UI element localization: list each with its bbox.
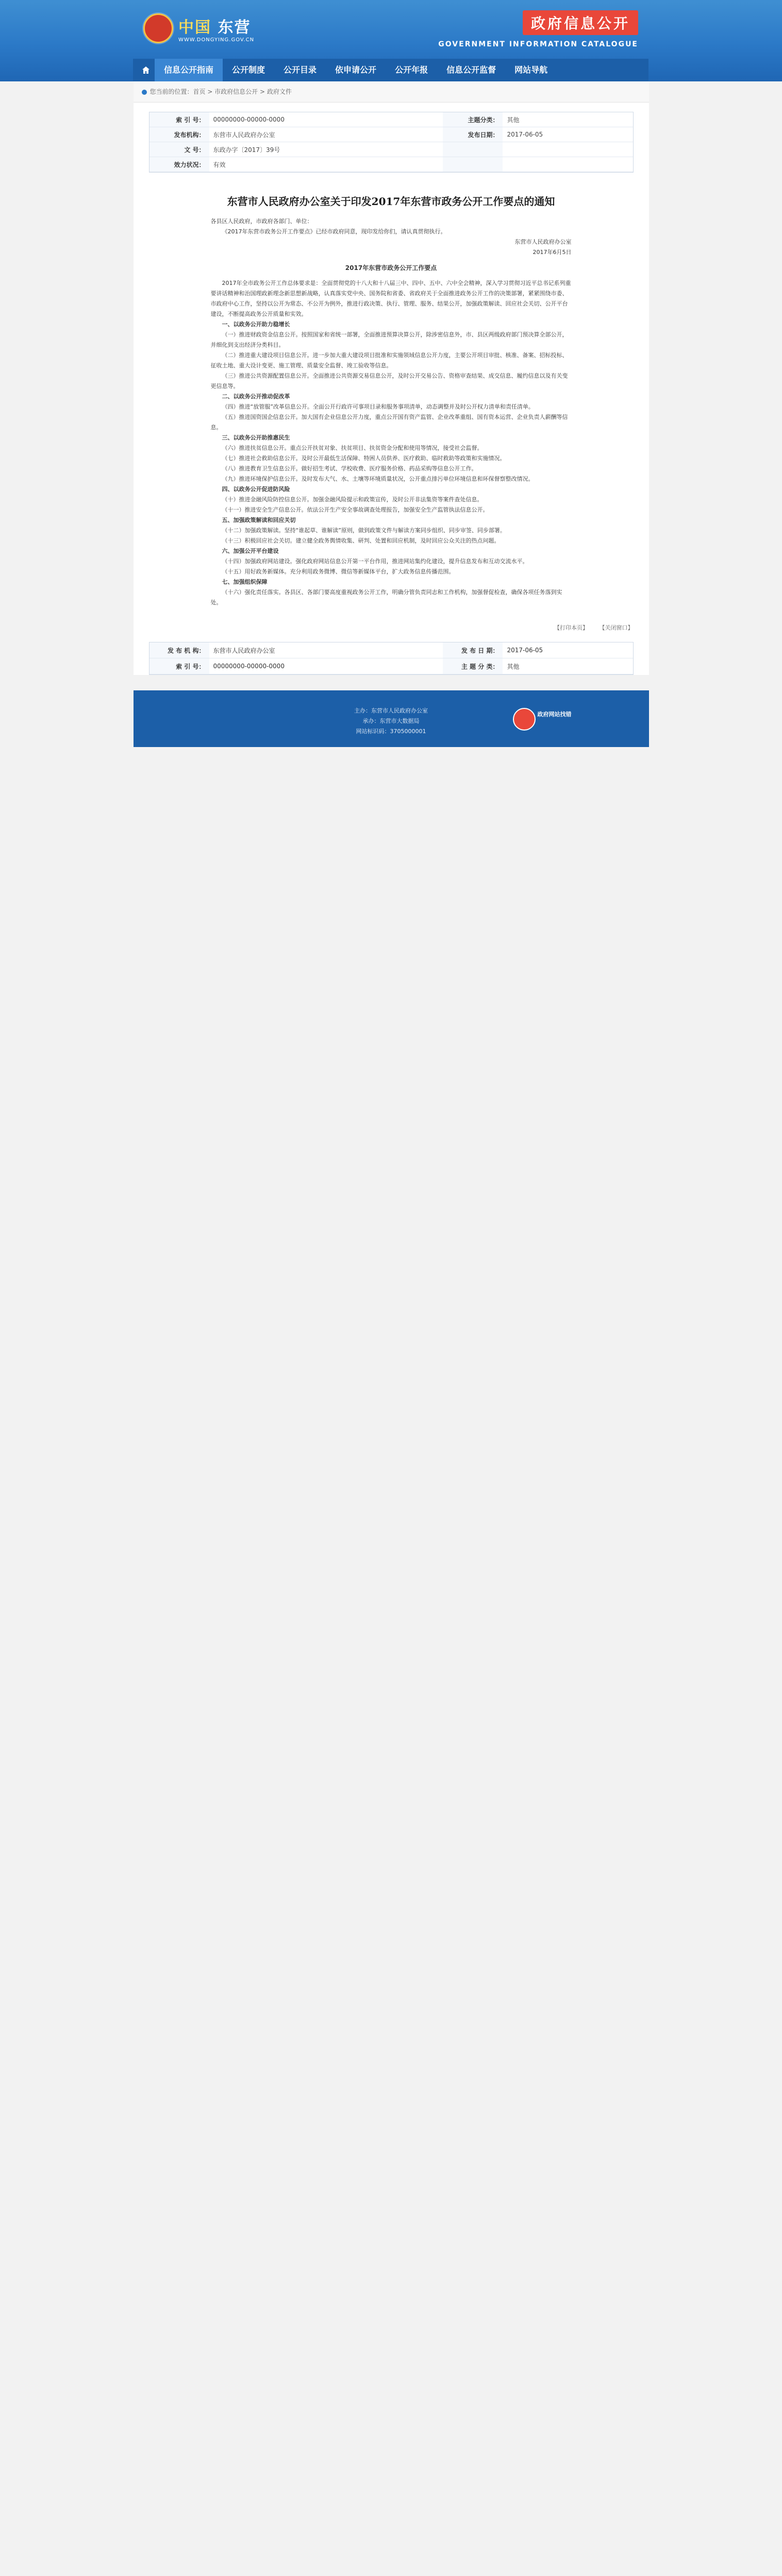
- doc-paragraph: 三、以政务公开助推惠民生: [222, 434, 290, 441]
- nav-annual-report[interactable]: 公开年报: [395, 65, 428, 75]
- doc-paragraph: （十六）强化责任落实。各县区、各部门要高度重视政务公开工作，明确分管负责同志和工作机构，加强督促检查，确保各项任务落到实处。: [210, 589, 562, 606]
- doc-subtitle: 2017年东营市政务公开工作要点: [345, 264, 437, 272]
- doc-paragraph: （十一）推进安全生产信息公开。依法公开生产安全事故调查处理报告，加强安全生产监管执法信息公开。: [222, 506, 489, 513]
- site-footer: [134, 690, 649, 747]
- nav-guide[interactable]: 信息公开指南: [155, 59, 223, 81]
- doc-paragraph: 四、以政务公开促进防风险: [222, 486, 290, 493]
- doc-body: [134, 216, 649, 608]
- logo-city: 东营: [218, 18, 251, 37]
- doc-paragraphs: [211, 278, 572, 608]
- doc-paragraph: （二）推进重大建设项目信息公开。进一步加大重大建设项目批准和实施领域信息公开力度，主要公开项目审批、核准、备案、招标投标、征收土地、重大设计变更、施工管理、质量安全监督、竣工验收等信息。: [210, 352, 568, 369]
- doc-salutation: 各县区人民政府，市政府各部门、单位：: [210, 218, 313, 225]
- meta-row: 索 引 号： 00000000-00000-0000 主题分类： 其他: [149, 112, 633, 127]
- footer-organizer: 承办：东营市大数据局: [362, 718, 420, 724]
- meta-row: 效力状况： 有效: [149, 157, 633, 172]
- meta-row: 文 号： 东政办字〔2017〕39号: [149, 142, 633, 157]
- doc-meta-table: [149, 112, 634, 173]
- content-wrapper: [134, 81, 649, 675]
- gov-info-title-en: GOVERNMENT INFORMATION CATALOGUE: [438, 40, 638, 48]
- doc-paragraph: （十五）用好政务新媒体。充分利用政务微博、微信等新媒体平台，扩大政务信息传播范围。: [222, 568, 455, 575]
- nav-catalogue[interactable]: 公开目录: [284, 65, 317, 75]
- doc-paragraph: （七）推进社会救助信息公开。及时公开最低生活保障、特困人员供养、医疗救助、临时救助等政策和实施情况。: [222, 455, 506, 462]
- doc-intro: 《2017年东营市政务公开工作要点》已经市政府同意，现印发给你们，请认真贯彻执行。: [222, 228, 446, 235]
- city-emblem-icon: [143, 13, 173, 43]
- nav-sitemap[interactable]: 网站导航: [514, 65, 548, 75]
- doc-paragraph: （九）推进环境保护信息公开。及时发布大气、水、土壤等环境质量状况，公开重点排污单位环境信息和环保督察整改情况。: [222, 476, 534, 482]
- page-tools: [134, 608, 649, 642]
- meta-row: 发 布 机 构： 东营市人民政府办公室 发 布 日 期： 2017-06-05: [149, 642, 633, 658]
- footer-site-id: 网站标识码：3705000001: [356, 728, 426, 735]
- footer-host: 主办：东营市人民政府办公室: [354, 707, 428, 714]
- doc-paragraph: （八）推进教育卫生信息公开。做好招生考试、学校收费、医疗服务价格、药品采购等信息公开工作。: [222, 465, 477, 472]
- doc-paragraph: （三）推进公共资源配置信息公开。全面推进公共资源交易信息公开，及时公开交易公告、资格审查结果、成交信息、履约信息以及有关变更信息等。: [210, 372, 568, 389]
- doc-date: 2017年6月5日: [533, 249, 572, 256]
- location-icon: [142, 90, 147, 95]
- doc-paragraph: （十二）加强政策解读。坚持“谁起草、谁解读”原则，做到政策文件与解读方案同步组织、同步审签、同步部署。: [222, 527, 506, 534]
- doc-paragraph: 2017年全市政务公开工作总体要求是：全面贯彻党的十八大和十八届三中、四中、五中、六中全会精神，深入学习贯彻习近平总书记系列重要讲话精神和治国理政新理念新思想新战略，认真落实党中央、国务院和省委、省政府关于全面推进政务公开工作的决策部署，紧紧围绕市委、市政府中心工作，坚持以公开为常态、不公开为例外，推进行政决策、执行、管理、服务、结果公开，加强政策解读、回应社会关切、公开平台建设，不断提高政务公开质量和实效。: [210, 280, 571, 317]
- doc-paragraph: （五）推进国资国企信息公开。加大国有企业信息公开力度，重点公开国有资产监管、企业改革重组、国有资本运营、企业负责人薪酬等信息。: [210, 414, 568, 431]
- doc-paragraph: （一）推进财政资金信息公开。按照国家和省统一部署，全面推进预算决算公开，除涉密信息外，市、县区两级政府部门预决算全部公开，并细化到支出经济分类科目。: [210, 331, 568, 348]
- meta-row: 发布机构： 东营市人民政府办公室 发布日期： 2017-06-05: [149, 127, 633, 142]
- print-button[interactable]: 【打印本页】: [554, 624, 588, 631]
- nav-application[interactable]: 依申请公开: [335, 65, 377, 75]
- doc-paragraph: 一、以政务公开助力稳增长: [222, 321, 290, 328]
- gov-info-title: [438, 10, 638, 48]
- nav-supervision[interactable]: 信息公开监督: [446, 65, 496, 75]
- logo-main: 中国: [178, 18, 211, 37]
- logo-sub: WWW.DONGYING.GOV.CN: [178, 37, 255, 43]
- doc-paragraph: （四）推进“放管服”改革信息公开。全面公开行政许可事项目录和服务事项清单，动态调整并及时公开权力清单和责任清单。: [222, 403, 534, 410]
- site-logo[interactable]: [143, 13, 254, 43]
- error-report-link[interactable]: 政府网站找错: [537, 711, 572, 718]
- doc-paragraph: （六）推进扶贫信息公开。重点公开扶贫对象、扶贫项目、扶贫资金分配和使用等情况，接受社会监督。: [222, 445, 483, 451]
- nav-system[interactable]: 公开制度: [232, 65, 265, 75]
- doc-title: 东营市人民政府办公室关于印发2017年东营市政务公开工作要点的通知: [227, 195, 555, 208]
- doc-paragraph: 七、加强组织保障: [222, 579, 268, 585]
- doc-paragraph: （十三）积极回应社会关切。建立健全政务舆情收集、研判、处置和回应机制，及时回应公众关注的热点问题。: [222, 537, 500, 544]
- close-window-button[interactable]: 【关闭窗口】: [599, 624, 634, 631]
- bottom-meta-table: [149, 642, 634, 675]
- doc-paragraph: 六、加强公开平台建设: [222, 548, 279, 554]
- doc-paragraph: 二、以政务公开推动促改革: [222, 393, 290, 400]
- site-header: [0, 0, 782, 81]
- home-icon[interactable]: [140, 64, 152, 76]
- doc-paragraph: 五、加强政策解读和回应关切: [222, 517, 296, 523]
- error-report-badge-icon[interactable]: [513, 708, 536, 731]
- gov-info-title-cn: 政府信息公开: [523, 10, 638, 35]
- meta-row: 索 引 号： 00000000-00000-0000 主 题 分 类： 其他: [149, 658, 633, 674]
- breadcrumb: [134, 81, 649, 103]
- doc-paragraph: （十四）加强政府网站建设。强化政府网站信息公开第一平台作用，推进网站集约化建设，提升信息发布和互动交流水平。: [222, 558, 528, 565]
- doc-signer: 东营市人民政府办公室: [514, 239, 572, 245]
- doc-paragraph: （十）推进金融风险防控信息公开。加强金融风险提示和政策宣传，及时公开非法集资等案件查处信息。: [222, 496, 483, 503]
- main-nav: [0, 59, 782, 81]
- breadcrumb-text[interactable]: 您当前的位置：首页 > 市政府信息公开 > 政府文件: [149, 88, 292, 95]
